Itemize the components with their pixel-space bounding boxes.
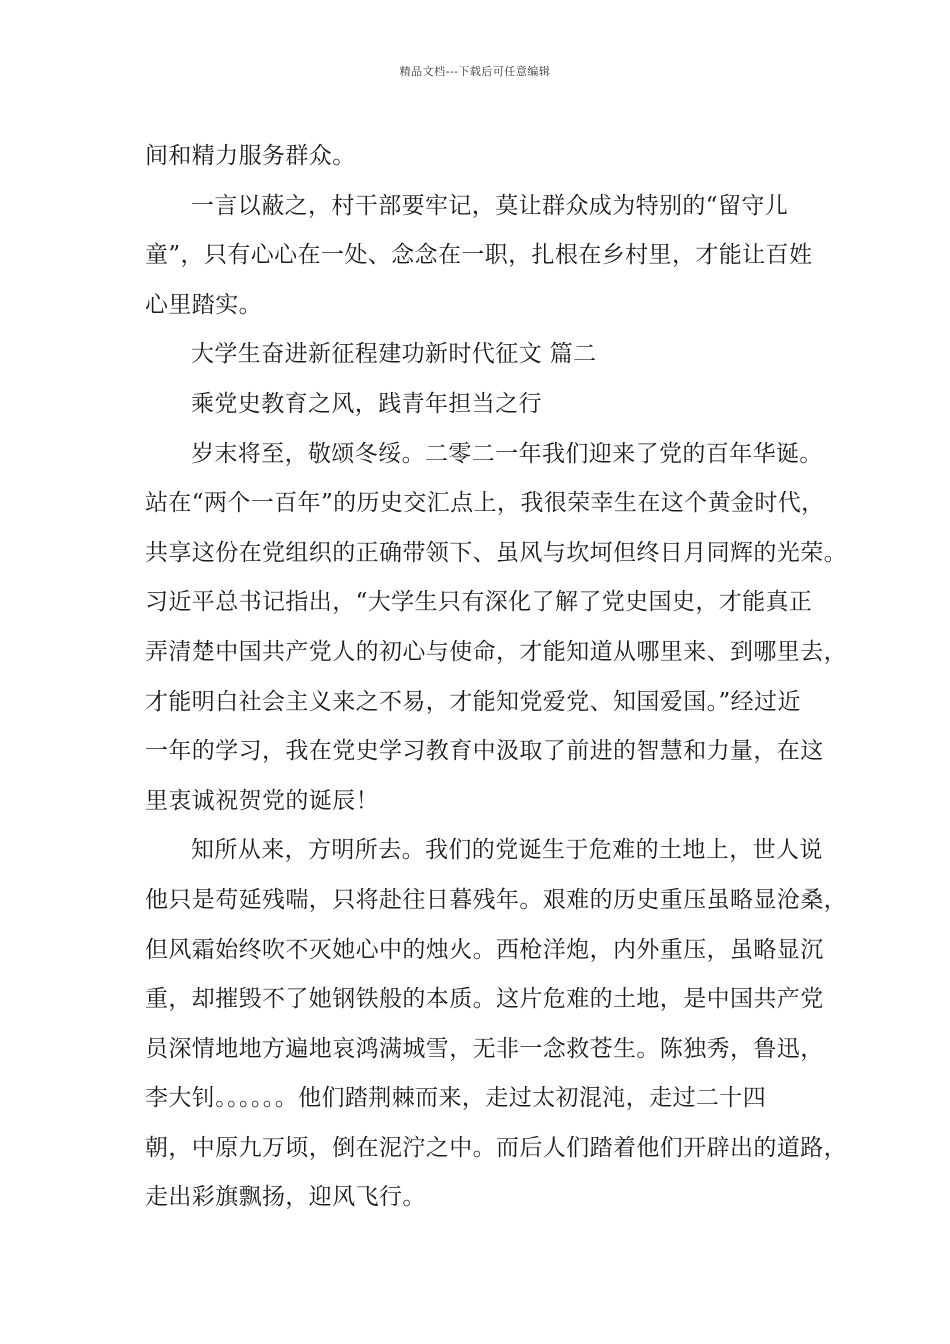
- text-line: 站在“两个一百年”的历史交汇点上，我很荣幸生在这个黄金时代，: [145, 490, 825, 517]
- text-line: 习近平总书记指出，“大学生只有深化了解了党史国史，才能真正: [145, 589, 813, 616]
- text-line: 重，却摧毁不了她钢铁般的本质。这片危难的土地，是中国共产党: [145, 986, 824, 1013]
- text-line: 走出彩旗飘扬，迎风飞行。: [145, 1184, 426, 1211]
- text-line: 一言以蔽之，村干部要牢记，莫让群众成为特别的“留守儿: [191, 192, 789, 219]
- text-line: 他只是苟延残喘，只将赴往日暮残年。艰难的历史重压虽略显沧桑，: [145, 886, 847, 913]
- text-line: 知所从来，方明所去。我们的党诞生于危难的土地上，世人说: [191, 837, 823, 864]
- page-header: 精品文档---下载后可任意编辑: [399, 65, 551, 78]
- text-line: 间和精力服务群众。: [145, 143, 356, 169]
- text-line: 一年的学习，我在党史学习教育中汲取了前进的智慧和力量，在这: [145, 738, 824, 765]
- text-line: 李大钊。。。。。。他们踏荆棘而来，走过太初混沌，走过二十四: [145, 1085, 767, 1112]
- text-line: 朝，中原九万顷，倒在泥泞之中。而后人们踏着他们开辟出的道路，: [145, 1134, 847, 1161]
- text-line: 里衷诚祝贺党的诞辰！: [145, 787, 379, 814]
- text-line: 童”，只有心心在一处、念念在一职，扎根在乡村里，才能让百姓: [145, 242, 813, 269]
- text-line: 心里踏实。: [145, 291, 262, 318]
- text-line: 大学生奋进新征程建功新时代征文 篇二: [191, 341, 597, 368]
- document-body: [145, 132, 847, 1223]
- text-line: 弄清楚中国共产党人的初心与使命，才能知道从哪里来、到哪里去，: [145, 638, 847, 665]
- text-line: 共享这份在党组织的正确带领下、虽风与坎坷但终日月同辉的光荣。: [145, 539, 847, 566]
- text-line: 乘党史教育之风，践青年担当之行: [191, 390, 542, 417]
- text-line: 但风霜始终吹不灭她心中的烛火。西枪洋炮，内外重压，虽略显沉: [145, 936, 824, 963]
- text-line: 才能明白社会主义来之不易，才能知党爱党、知国爱国。”经过近: [145, 688, 801, 715]
- text-line: 员深情地地方遍地哀鸿满城雪，无非一念救苍生。陈独秀，鲁迅，: [145, 1035, 824, 1062]
- text-line: 岁末将至，敬颂冬绥。二零二一年我们迎来了党的百年华诞。: [191, 440, 823, 467]
